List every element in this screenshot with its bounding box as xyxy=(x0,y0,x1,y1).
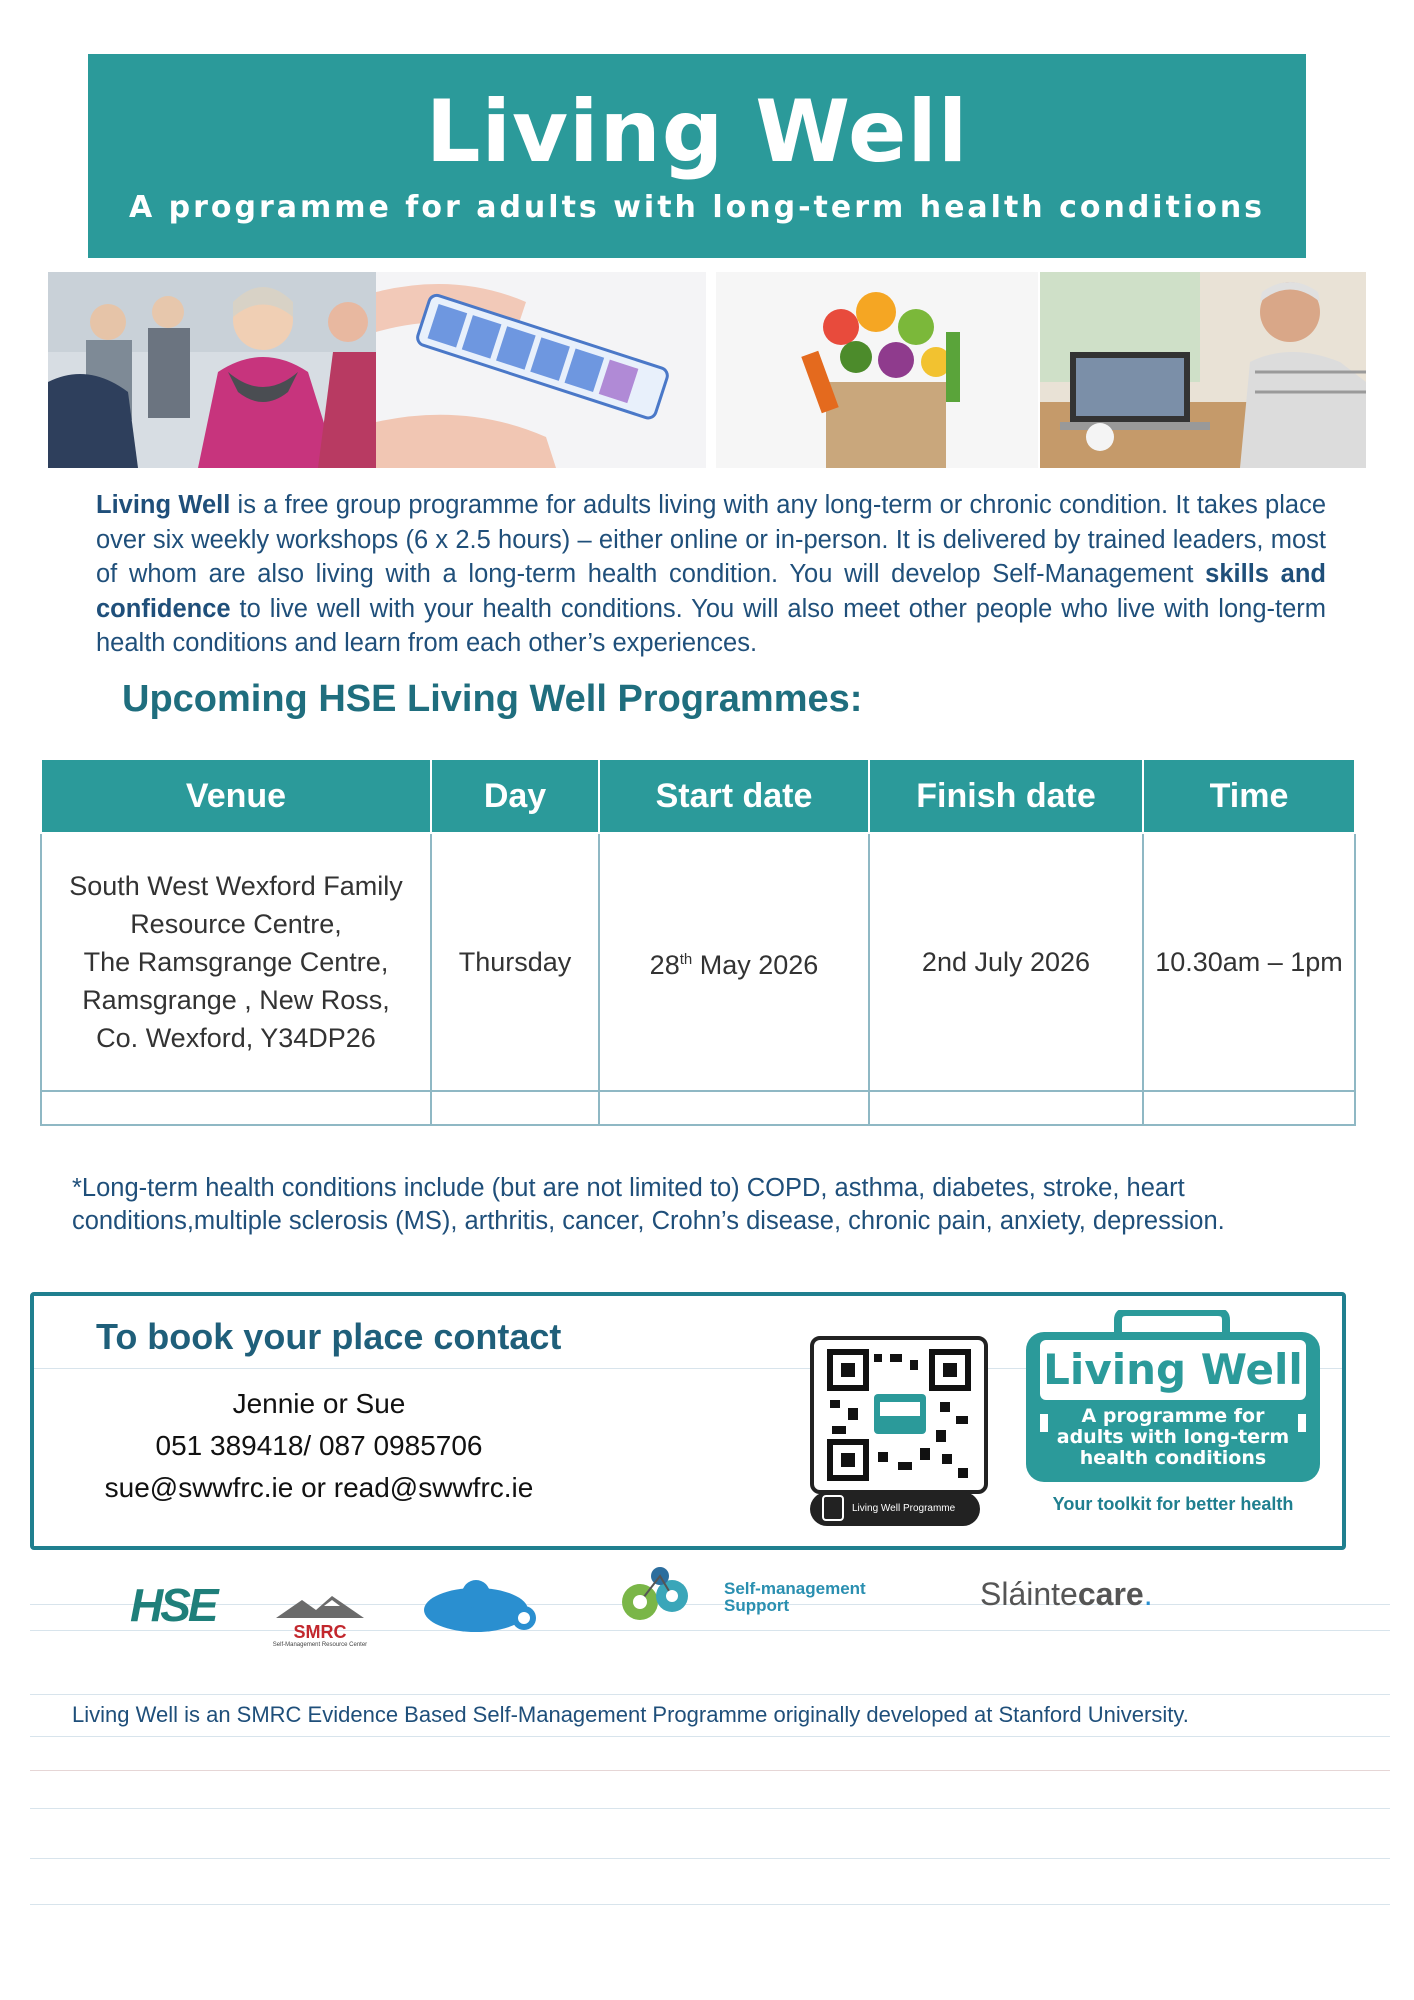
col-header-start: Start date xyxy=(599,759,869,833)
qr-code[interactable] xyxy=(810,1336,988,1494)
badge-text xyxy=(1052,1406,1294,1469)
slainte-dot: . xyxy=(1143,1576,1153,1612)
divider xyxy=(30,1858,1390,1859)
globe-logo xyxy=(420,1578,542,1639)
divider xyxy=(30,1694,1390,1695)
start-rest: May 2026 xyxy=(692,949,819,980)
contact-phones: 051 389418/ 087 0985706 xyxy=(155,1430,483,1461)
intro-emphasis: skills and confidence xyxy=(96,560,1326,623)
slaintecare-logo xyxy=(980,1576,1153,1613)
living-well-badge xyxy=(1022,1310,1324,1540)
intro-text-1: is a free group programme for adults living with any long-term or chronic condition. It takes place over six weekly workshops (6 x 2.5 hours) – either online or in-person. It is delivered by trained leaders, most of whom are also living with a long-term health condition. You will develop Self-Management xyxy=(96,491,1326,588)
hse-logo xyxy=(130,1578,216,1632)
divider xyxy=(30,1770,1390,1771)
footer-note: Living Well is an SMRC Evidence Based Self-Management Programme originally developed at Stanford University. xyxy=(72,1702,1189,1727)
hse-logo-text: HSE xyxy=(130,1579,216,1631)
time-cell: 10.30am – 1pm xyxy=(1143,833,1355,1091)
divider xyxy=(30,1904,1390,1905)
badge-line: A programme for xyxy=(1081,1405,1265,1427)
empty-cell xyxy=(41,1091,431,1125)
table-row xyxy=(41,833,1355,1091)
divider xyxy=(30,1604,1390,1605)
page-title: Living Well xyxy=(425,82,969,182)
contact-emails: sue@swwfrc.ie or read@swwfrc.ie xyxy=(104,1472,534,1503)
divider xyxy=(30,1736,1390,1737)
photo-group-smiling-woman xyxy=(48,272,376,468)
sms-line: Support xyxy=(724,1596,790,1615)
qr-caption: Living Well Programme xyxy=(852,1503,956,1514)
venue-line: South West Wexford Family xyxy=(69,871,403,901)
venue-line: Resource Centre, xyxy=(130,909,342,939)
contact-names: Jennie or Sue xyxy=(232,1388,406,1419)
empty-cell xyxy=(599,1091,869,1125)
start-date-cell xyxy=(599,833,869,1091)
conditions-note: *Long-term health conditions include (but are not limited to) COPD, asthma, diabetes, stroke, heart conditions,multiple sclerosis (MS), arthritis, cancer, Crohn’s disease, chronic pain, anxiety, depression. xyxy=(72,1174,1225,1235)
col-header-time: Time xyxy=(1143,759,1355,833)
smrc-logo-sub: Self-Management Resource Center xyxy=(272,1642,368,1648)
booking-title: To book your place contact xyxy=(96,1316,562,1357)
badge-line: health conditions xyxy=(1079,1447,1267,1469)
empty-cell xyxy=(869,1091,1143,1125)
photo-pill-organiser xyxy=(376,272,706,468)
start-suffix: th xyxy=(679,950,693,968)
table-row-empty xyxy=(41,1091,1355,1125)
sms-line: Self-management xyxy=(724,1579,866,1598)
phone-icon xyxy=(822,1495,844,1521)
divider xyxy=(30,1630,1390,1631)
badge-tagline: Your toolkit for better health xyxy=(1052,1494,1294,1514)
programme-table xyxy=(40,758,1356,1126)
photo-man-video-call xyxy=(1040,272,1366,468)
smrc-logo-text: SMRC xyxy=(293,1622,347,1642)
start-day: 28 xyxy=(649,949,680,980)
badge-title: Living Well xyxy=(1043,1345,1303,1394)
upcoming-heading: Upcoming HSE Living Well Programmes: xyxy=(122,678,863,720)
venue-line: The Ramsgrange Centre, xyxy=(83,947,389,977)
venue-line: Ramsgrange , New Ross, xyxy=(82,985,390,1015)
intro-text-2: to live well with your health conditions. You will also meet other people who live with long-term health conditions and learn from each other’s experiences. xyxy=(96,594,1326,657)
empty-cell xyxy=(431,1091,599,1125)
header-banner xyxy=(88,54,1306,258)
col-header-day: Day xyxy=(431,759,599,833)
empty-cell xyxy=(1143,1091,1355,1125)
page-subtitle: A programme for adults with long-term health conditions xyxy=(128,190,1266,225)
booking-box xyxy=(30,1292,1346,1550)
self-management-logo-icon xyxy=(610,1566,706,1627)
col-header-finish: Finish date xyxy=(869,759,1143,833)
col-header-venue: Venue xyxy=(41,759,431,833)
photo-fruit-vegetables xyxy=(716,272,1038,468)
venue-line: Co. Wexford, Y34DP26 xyxy=(96,1023,376,1053)
day-cell: Thursday xyxy=(431,833,599,1091)
self-management-logo-text xyxy=(724,1580,866,1614)
table-header-row xyxy=(41,759,1355,833)
slainte-text: Sláinte xyxy=(980,1576,1078,1612)
venue-cell xyxy=(41,833,431,1091)
smrc-logo xyxy=(272,1596,368,1649)
intro-lead: Living Well xyxy=(96,491,231,519)
badge-line: adults with long-term xyxy=(1056,1426,1290,1448)
qr-caption-bar xyxy=(810,1492,980,1526)
care-text: care xyxy=(1077,1576,1144,1612)
divider xyxy=(30,1808,1390,1809)
intro-paragraph xyxy=(96,488,1326,661)
finish-date-cell: 2nd July 2026 xyxy=(869,833,1143,1091)
